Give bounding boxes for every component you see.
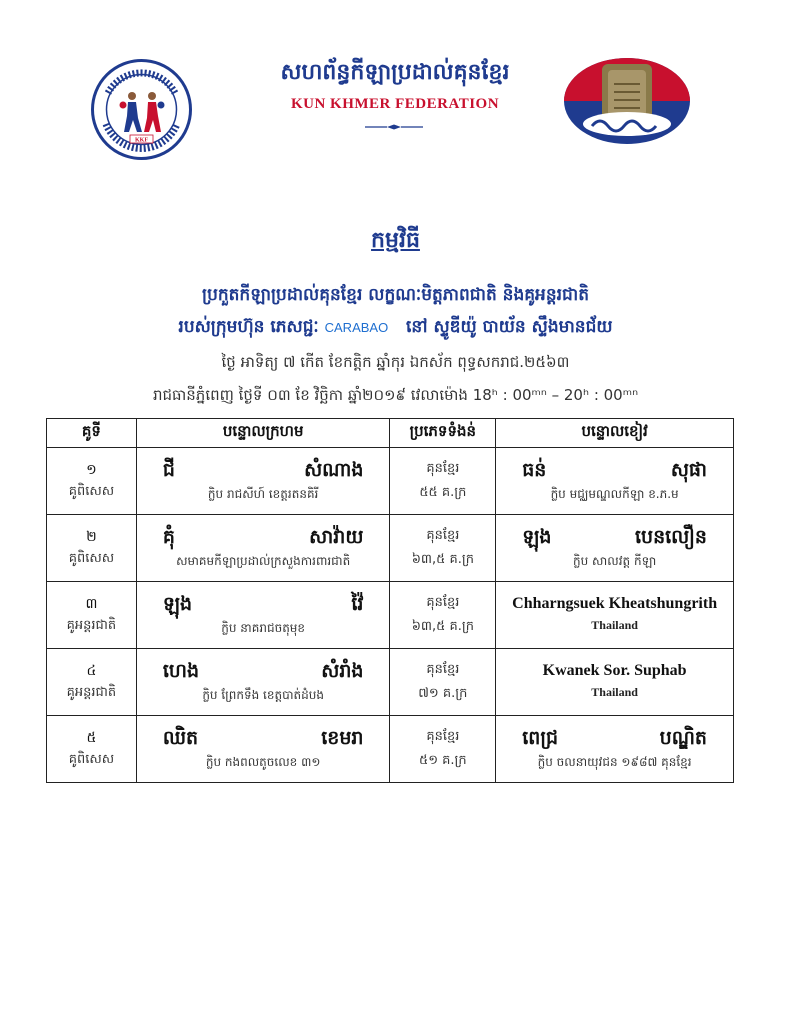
sponsor-logo	[562, 56, 692, 146]
blue-fighter-last-name: បណ្ឌិត	[659, 727, 707, 749]
bout-number-cell	[47, 515, 137, 582]
weight-style: គុនខ្មែរ	[426, 461, 460, 476]
weight-cell	[390, 716, 496, 783]
page-title: កម្មវិធី	[371, 228, 420, 253]
weight-style: គុនខ្មែរ	[426, 528, 460, 543]
red-fighter-first-name: ឡុង	[162, 593, 193, 615]
weight-cell	[390, 448, 496, 515]
red-fighter-name	[137, 524, 390, 550]
table-header-row	[47, 419, 734, 448]
weight-value: ៦៣,៥ គ.ក្រ	[411, 552, 474, 567]
red-fighter-first-name: គុំ	[162, 526, 175, 548]
table-row	[47, 515, 734, 582]
red-fighter-club: ក្លិប ព្រែកទឹង ខេត្តបាត់ដំបង	[202, 688, 324, 702]
bout-number: ៤	[86, 663, 97, 679]
blue-fighter-first-name: ធន់	[522, 459, 547, 481]
red-fighter-club: ក្លិប កងពលតូចលេខ ៣១	[205, 755, 321, 769]
red-fighter-first-name: ជី	[162, 459, 175, 481]
blue-fighter-club: ក្លិប មជ្ឈមណ្ឌលកីឡា ខ.ភ.ម	[550, 487, 679, 501]
red-corner-cell	[136, 515, 390, 582]
svg-text:KKF: KKF	[135, 137, 148, 144]
blue-fighter-name: Chharngsuek Kheatshungrith	[512, 595, 718, 612]
weight-style: គុនខ្មែរ	[426, 595, 460, 610]
bout-number-cell	[47, 448, 137, 515]
blue-fighter-first-name: ពេជ្រ	[522, 727, 559, 749]
bout-number: ៣	[85, 596, 98, 612]
organisation-name-english: KUN KHMER FEDERATION	[290, 96, 500, 112]
blue-fighter-country: Thailand	[591, 618, 638, 632]
red-corner-cell	[136, 448, 390, 515]
red-fighter-name	[137, 591, 390, 617]
red-fighter-club: ក្លិប រាជសីហ៍ ខេត្តរតនគិរី	[207, 487, 319, 501]
weight-cell	[390, 649, 496, 716]
lunar-date: ថ្ងៃ អាទិត្យ ៧ កើត ខែកត្តិក ឆ្នាំកុរ ឯកស័ក ពុទ្ធសករាជ.២៥៦៣	[221, 353, 570, 371]
red-fighter-name	[137, 457, 390, 483]
table-row	[47, 582, 734, 649]
weight-value: ៥១ គ.ក្រ	[419, 753, 467, 768]
blue-fighter-name	[496, 457, 733, 483]
weight-style: គុនខ្មែរ	[426, 662, 460, 677]
blue-fighter-last-name: បេនលឿន	[635, 526, 707, 548]
header-weight-class: ប្រភេទទំងន់	[390, 419, 496, 448]
red-fighter-name	[137, 658, 390, 684]
bout-category: គូពិសេស	[68, 551, 115, 566]
red-fighter-club: ក្លិប នាគរាជចតុមុខ	[221, 621, 306, 635]
weight-value: ៥៥ គ.ក្រ	[419, 485, 467, 500]
bout-number-cell	[47, 582, 137, 649]
blue-fighter-club: ក្លិប ចលនាយុវជន ១៩៨៧ គុនខ្មែរ	[537, 755, 692, 769]
red-fighter-last-name: វ៉ៃ	[351, 593, 364, 615]
bout-number-cell	[47, 716, 137, 783]
blue-fighter-club: ក្លិប សាលវត្ត កីឡា	[573, 554, 657, 568]
bout-category: គូពិសេស	[68, 752, 115, 767]
bout-schedule-table	[46, 418, 734, 783]
bout-category: គូអន្តរជាតិ	[66, 685, 117, 700]
blue-fighter-name	[496, 524, 733, 550]
header-red-corner: បន្ទោលក្រហម	[136, 419, 390, 448]
header-bout-number: គូទី	[47, 419, 137, 448]
red-corner-cell	[136, 582, 390, 649]
bout-number: ១	[86, 462, 97, 478]
weight-style: គុនខ្មែរ	[426, 729, 460, 744]
bout-number: ៥	[86, 730, 97, 746]
table-row	[47, 448, 734, 515]
sponsor-brand: CARABAO	[324, 320, 389, 335]
venue: នៅ ស្ទូឌីយ៉ូ បាយ័ន ស្ទឹងមានជ័យ	[405, 317, 613, 337]
blue-corner-cell	[496, 582, 734, 649]
blue-fighter-first-name: ឡុង	[522, 526, 552, 548]
red-fighter-last-name: ខេមរា	[321, 727, 364, 749]
blue-fighter-last-name: សុផា	[670, 459, 707, 481]
event-date-time: រាជធានីភ្នំពេញ ថ្ងៃទី ០៣ ខែ វិច្ឆិកា ឆ្នាំ២០១៩ វេលាម៉ោង 18ʰ : 00ᵐⁿ – 20ʰ : 00ᵐⁿ	[152, 386, 639, 404]
ornament-divider	[365, 124, 423, 130]
blue-corner-cell	[496, 515, 734, 582]
organisation-name-khmer: សហព័ន្ធកីឡាប្រដាល់គុនខ្មែរ	[280, 60, 510, 85]
bout-category: គូអន្តរជាតិ	[66, 618, 117, 633]
red-fighter-club: សមាគមកីឡាប្រដាល់ក្រសួងការពារជាតិ	[176, 554, 351, 568]
red-fighter-last-name: សាវ៉ាយ	[309, 526, 364, 548]
blue-corner-cell	[496, 716, 734, 783]
blue-corner-cell	[496, 649, 734, 716]
red-corner-cell	[136, 649, 390, 716]
weight-value: ៦៣,៥ គ.ក្រ	[411, 619, 474, 634]
blue-corner-cell	[496, 448, 734, 515]
red-fighter-first-name: ហេង	[162, 660, 200, 682]
red-corner-cell	[136, 716, 390, 783]
event-subtitle-line1: ប្រកួតកីឡាប្រដាល់គុនខ្មែរ លក្ខណៈមិត្តភាពជាតិ និងគូអន្តរជាតិ	[202, 285, 589, 305]
weight-cell	[390, 582, 496, 649]
header-blue-corner: បន្ទោលខៀវ	[496, 419, 734, 448]
table-row	[47, 716, 734, 783]
bout-number-cell	[47, 649, 137, 716]
table-row	[47, 649, 734, 716]
weight-value: ៧១ គ.ក្រ	[418, 686, 468, 701]
bout-category: គូពិសេស	[68, 484, 115, 499]
weight-cell	[390, 515, 496, 582]
red-fighter-name	[137, 725, 390, 751]
event-subtitle-line2	[0, 316, 791, 341]
blue-fighter-country: Thailand	[591, 685, 638, 699]
bout-number: ២	[86, 529, 97, 545]
red-fighter-last-name: សំរាំង	[321, 660, 364, 682]
red-fighter-last-name: សំណាង	[304, 459, 364, 481]
red-fighter-first-name: ឈិត	[162, 727, 199, 749]
blue-fighter-name: Kwanek Sor. Suphab	[542, 662, 687, 679]
kkf-logo	[90, 58, 193, 161]
blue-fighter-name	[496, 725, 733, 751]
sponsor-prefix: របស់ក្រុមហ៊ុន ភេសជ្ជៈ	[178, 317, 319, 337]
